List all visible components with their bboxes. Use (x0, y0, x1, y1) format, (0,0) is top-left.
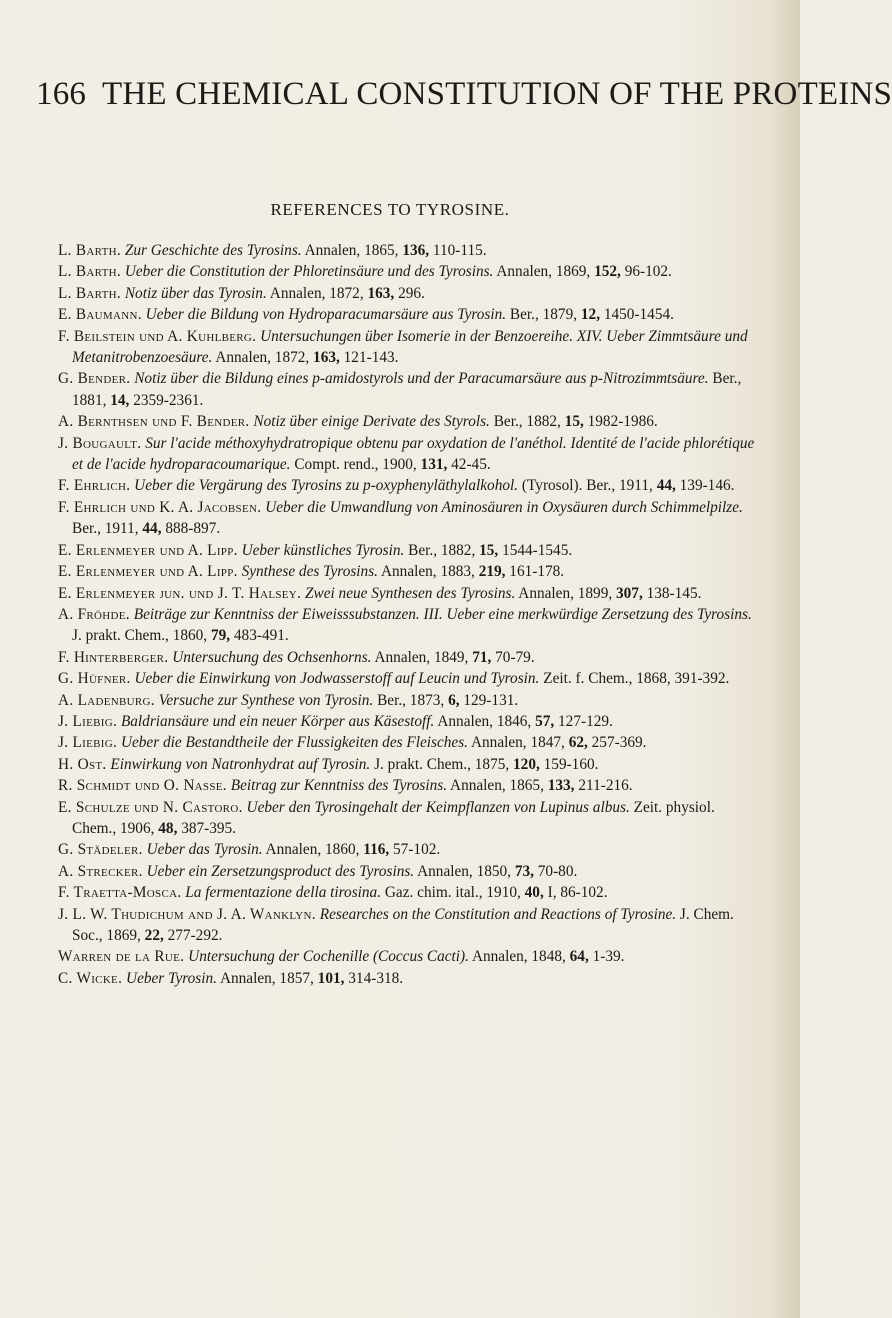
reference-author: C. Wicke. (58, 969, 123, 987)
reference-journal: Zeit. physiol. Chem., 1906, (72, 798, 715, 837)
reference-pages: 127-129. (558, 712, 613, 730)
reference-entry (58, 326, 758, 369)
reference-author: A. Bernthsen und F. Bender. (58, 413, 250, 431)
reference-pages: I, 86-102. (547, 884, 608, 902)
reference-pages: 96-102. (624, 263, 672, 281)
reference-volume: 57, (535, 712, 555, 730)
reference-entry (58, 475, 758, 496)
reference-pages: 110-115. (432, 242, 487, 259)
reference-volume: 40, (524, 884, 544, 902)
reference-volume: 120, (513, 755, 540, 773)
reference-volume: 44, (142, 520, 162, 538)
reference-entry (58, 411, 758, 432)
reference-journal: Annalen, 1857, (219, 969, 314, 987)
reference-author: J. Liebig. (58, 712, 118, 730)
reference-author: F. Ehrlich. (58, 477, 131, 495)
reference-pages: 314-318. (348, 969, 404, 987)
reference-volume: 6, (448, 691, 460, 709)
reference-journal: J. prakt. Chem., 1875, (374, 755, 510, 773)
reference-pages: 1-39. (592, 948, 625, 966)
reference-title: Ueber die Constitution der Phloretinsäure und des Tyrosins. (124, 263, 494, 281)
reference-volume: 62, (568, 734, 588, 752)
reference-volume: 163, (313, 349, 340, 367)
reference-pages: 211-216. (578, 777, 633, 795)
reference-entry (58, 882, 758, 903)
reference-author: E. Erlenmeyer und A. Lipp. (58, 541, 238, 559)
reference-title: Notiz über die Bildung eines p-amidostyrols und der Paracumarsäure aus p-Nitrozimmtsäure. (134, 370, 709, 388)
reference-author: G. Städeler. (58, 841, 143, 859)
reference-volume: 79, (210, 627, 231, 645)
reference-author: E. Schulze und N. Castoro. (58, 798, 243, 816)
reference-journal: Annalen, 1899, (518, 584, 613, 602)
reference-pages: 296. (398, 284, 425, 302)
reference-pages: 1450-1454. (603, 306, 674, 324)
reference-author: J. Liebig. (58, 734, 118, 752)
reference-volume: 307, (616, 584, 643, 602)
reference-author: G. Bender. (58, 370, 131, 388)
reference-volume: 116, (363, 841, 390, 859)
reference-author: G. Hüfner. (58, 670, 131, 688)
reference-journal: Annalen, 1850, (417, 862, 511, 880)
reference-journal: Ber., 1881, (72, 370, 742, 409)
section-title: REFERENCES TO TYROSINE. (270, 200, 510, 219)
reference-entry (58, 797, 758, 840)
reference-title: Ueber ein Zersetzungsproduct des Tyrosins. (146, 862, 415, 880)
reference-pages: 257-369. (591, 734, 647, 752)
reference-entry (58, 540, 758, 561)
reference-journal: Gaz. chim. ital., 1910, (384, 884, 521, 902)
reference-title: Untersuchung des Ochsenhorns. (172, 648, 372, 666)
reference-pages: 277-292. (167, 927, 223, 944)
reference-journal: Zeit. f. Chem., 1868, (543, 670, 671, 688)
reference-title: Ueber die Bestandtheile der Flussigkeiten des Fleisches. (120, 734, 468, 752)
reference-pages: 139-146. (679, 477, 735, 495)
reference-author: R. Schmidt und O. Nasse. (58, 777, 227, 795)
reference-pages: 1544-1545. (502, 541, 573, 559)
reference-author: F. Hinterberger. (58, 648, 169, 666)
reference-journal: Annalen, 1883, (380, 563, 475, 581)
reference-volume: 12, (580, 306, 601, 324)
reference-entry (58, 690, 758, 711)
reference-journal: Annalen, 1849, (374, 648, 469, 666)
reference-entry (58, 668, 758, 689)
reference-title: Researches on the Constitution and Reactions of Tyrosine. (319, 905, 677, 923)
reference-volume: 15, (564, 413, 584, 431)
reference-title: Ueber die Einwirkung von Jodwasserstoff auf Leucin und Tyrosin. (134, 670, 540, 688)
reference-volume: 44, (656, 477, 676, 495)
reference-entry (58, 839, 758, 860)
reference-pages: 138-145. (646, 584, 702, 602)
reference-journal: J. prakt. Chem., 1860, (72, 627, 208, 645)
reference-entry (58, 604, 758, 647)
reference-title: Sur l'acide méthoxyhydratropique obtenu par oxydation de l'anéthol. Identité de l'acide phlorétique et de l'acide hydroparacoumarique. (72, 434, 755, 474)
reference-entry (58, 904, 758, 947)
reference-title: La fermentazione della tirosina. (185, 884, 382, 902)
reference-author: F. Beilstein und A. Kuhlberg. (58, 327, 257, 345)
reference-author: F. Traetta-Mosca. (58, 884, 182, 902)
reference-pages: 70-80. (537, 862, 578, 880)
reference-entry (58, 861, 758, 882)
reference-author: Warren de la Rue. (58, 948, 185, 966)
reference-author: J. Bougault. (58, 434, 142, 452)
reference-pages: 483-491. (233, 627, 289, 645)
reference-journal: Annalen, 1872, (215, 349, 310, 367)
reference-author: E. Erlenmeyer jun. und J. T. Halsey. (58, 584, 302, 602)
reference-entry (58, 304, 758, 325)
reference-journal: Ber., 1911, (72, 520, 139, 538)
reference-pages: 159-160. (543, 755, 599, 773)
reference-title: Ueber künstliches Tyrosin. (241, 541, 405, 559)
reference-author: E. Baumann. (58, 306, 142, 324)
reference-volume: 101, (317, 969, 345, 987)
reference-pages: 70-79. (495, 648, 535, 666)
reference-pages: 391-392. (674, 670, 730, 688)
reference-entry (58, 561, 758, 582)
reference-entry (58, 261, 758, 282)
reference-entry (58, 647, 758, 668)
reference-author: L. Barth. (58, 284, 122, 302)
reference-volume: 73, (514, 862, 534, 880)
reference-title: Ueber Tyrosin. (126, 969, 217, 987)
page-number: 166 (36, 76, 87, 112)
reference-volume: 64, (569, 948, 589, 966)
reference-author: L. Barth. (58, 242, 122, 259)
reference-pages: 888-897. (165, 520, 221, 538)
reference-journal: Annalen, 1860, (265, 841, 360, 859)
reference-volume: 152, (594, 263, 621, 281)
reference-pages: 387-395. (181, 819, 237, 837)
reference-author: L. Barth. (58, 263, 122, 281)
reference-author: F. Ehrlich und K. A. Jacobsen. (58, 498, 262, 516)
reference-volume: 71, (472, 648, 492, 666)
reference-note: (Tyrosol). (521, 477, 583, 495)
reference-entry (58, 368, 758, 411)
reference-entry (58, 711, 758, 732)
reference-entry (58, 946, 758, 967)
reference-entry (58, 497, 758, 540)
reference-entry (58, 968, 758, 989)
reference-journal: Annalen, 1847, (470, 734, 565, 752)
reference-volume: 131, (420, 456, 448, 474)
reference-pages: 57-102. (393, 841, 441, 859)
reference-title: Zur Geschichte des Tyrosins. (124, 242, 302, 259)
reference-entry (58, 732, 758, 753)
book-title: THE CHEMICAL CONSTITUTION OF THE PROTEINS (101, 76, 892, 112)
reference-volume: 219, (478, 563, 506, 581)
reference-title: Beiträge zur Kenntniss der Eiweisssubstanzen. III. Ueber eine merkwürdige Zersetzung des Tyrosins. (133, 605, 752, 623)
reference-volume: 14, (110, 391, 130, 409)
reference-title: Ueber den Tyrosingehalt der Keimpflanzen von Lupinus albus. (246, 798, 630, 816)
reference-volume: 48, (158, 819, 178, 837)
reference-journal: Ber., 1911, (586, 477, 653, 495)
reference-journal: Annalen, 1865, (450, 777, 544, 795)
reference-title: Synthese des Tyrosins. (241, 563, 378, 581)
reference-title: Notiz über das Tyrosin. (124, 284, 267, 302)
reference-journal: Annalen, 1846, (437, 712, 532, 730)
reference-author: E. Erlenmeyer und A. Lipp. (58, 563, 238, 581)
reference-title: Ueber die Umwandlung von Aminosäuren in Oxysäuren durch Schimmelpilze. (265, 498, 743, 516)
reference-pages: 129-131. (463, 691, 519, 709)
reference-journal: Ber., 1873, (377, 691, 445, 709)
reference-title: Untersuchungen über Isomerie in der Benzoereihe. XIV. Ueber Zimmtsäure und Metanitrobenzoesäure. (72, 327, 748, 367)
reference-entry (58, 433, 758, 476)
reference-volume: 22, (144, 927, 164, 944)
reference-journal: Annalen, 1872, (269, 284, 364, 302)
reference-pages: 1982-1986. (587, 413, 658, 431)
reference-title: Versuche zur Synthese von Tyrosin. (158, 691, 374, 709)
reference-journal: Ber., 1879, (509, 306, 578, 324)
reference-entry (58, 240, 758, 261)
reference-title: Beitrag zur Kenntniss des Tyrosins. (230, 777, 448, 795)
reference-title: Ueber das Tyrosin. (146, 841, 263, 859)
reference-volume: 136, (402, 242, 430, 259)
reference-author: H. Ost. (58, 755, 107, 773)
reference-entry (58, 775, 758, 796)
reference-journal: Annalen, 1865, (304, 242, 399, 259)
reference-title: Notiz über einige Derivate des Styrols. (253, 413, 490, 431)
reference-volume: 163, (367, 284, 395, 302)
reference-author: J. L. W. Thudichum and J. A. Wanklyn. (58, 905, 316, 923)
reference-pages: 161-178. (509, 563, 565, 581)
reference-list (58, 240, 758, 989)
reference-title: Baldriansäure und ein neuer Körper aus Käsestoff. (120, 712, 435, 730)
reference-title: Ueber die Vergärung des Tyrosins zu p-oxyphenyläthylalkohol. (134, 477, 519, 495)
reference-pages: 121-143. (343, 349, 399, 367)
reference-pages: 42-45. (451, 456, 491, 474)
reference-author: A. Strecker. (58, 862, 143, 880)
reference-author: A. Ladenburg. (58, 691, 155, 709)
reference-author: A. Fröhde. (58, 605, 130, 623)
reference-title: Untersuchung der Cochenille (Coccus Cacti). (188, 948, 469, 966)
reference-volume: 15, (479, 541, 499, 559)
reference-title: Zwei neue Synthesen des Tyrosins. (304, 584, 516, 602)
reference-journal: Compt. rend., 1900, (294, 456, 417, 474)
reference-volume: 133, (547, 777, 575, 795)
reference-journal: J. Chem. Soc., 1869, (72, 905, 734, 944)
reference-entry (58, 283, 758, 304)
reference-pages: 2359-2361. (133, 391, 204, 409)
reference-entry (58, 754, 758, 775)
reference-title: Ueber die Bildung von Hydroparacumarsäure aus Tyrosin. (145, 306, 507, 324)
reference-journal: Annalen, 1869, (496, 263, 591, 281)
running-header (36, 76, 892, 113)
reference-journal: Ber., 1882, (493, 413, 561, 431)
reference-entry (58, 583, 758, 604)
reference-journal: Annalen, 1848, (471, 948, 566, 966)
reference-title: Einwirkung von Natronhydrat auf Tyrosin. (110, 755, 371, 773)
reference-journal: Ber., 1882, (408, 541, 476, 559)
